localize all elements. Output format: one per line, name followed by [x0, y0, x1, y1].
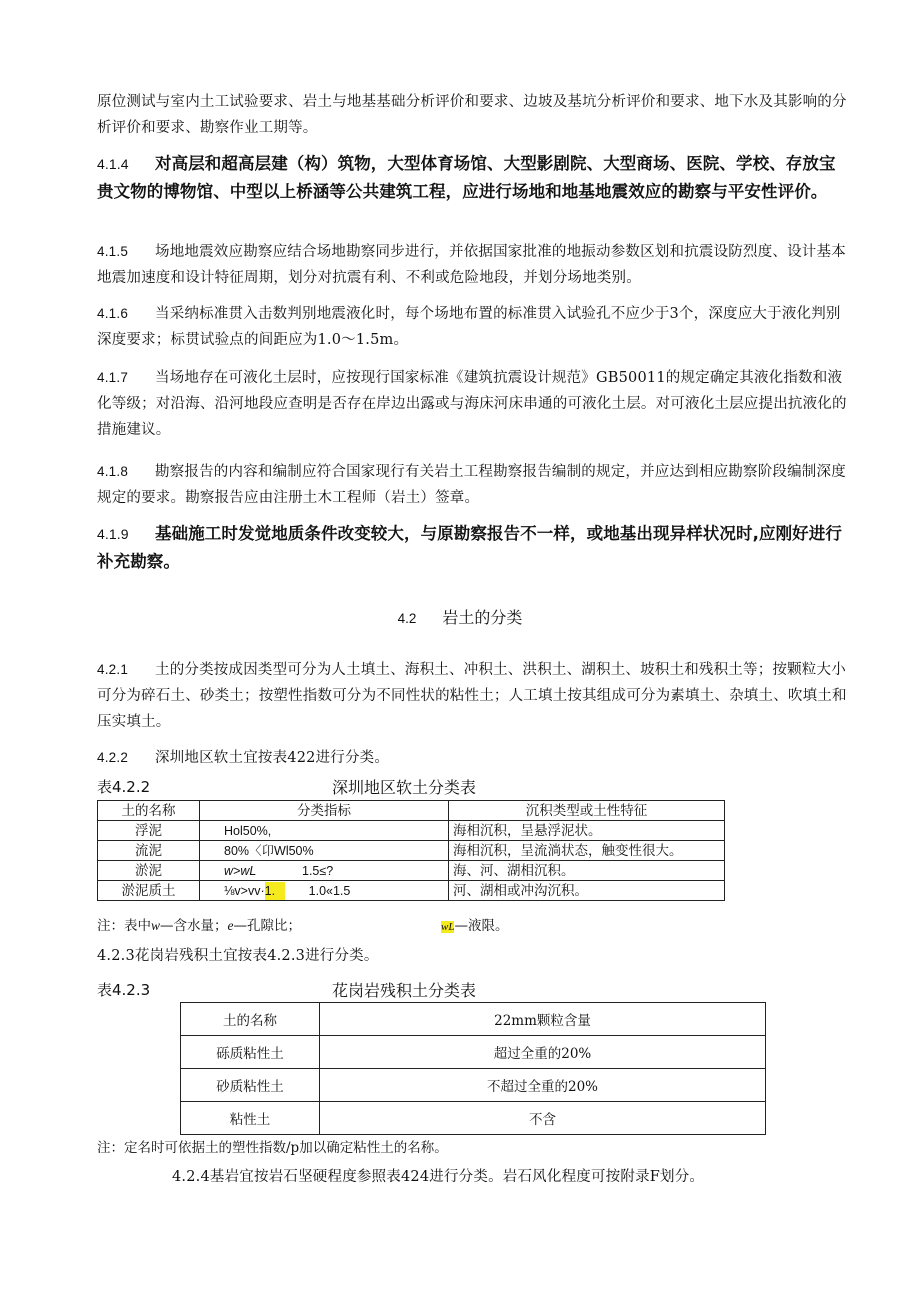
- note-symbol: e: [227, 918, 234, 933]
- clause-number: 4.1.7: [97, 370, 129, 385]
- feature-cell: 海相沉积，呈流淌状态，触变性很大。: [449, 841, 725, 861]
- clause-4-2-2: [97, 745, 849, 771]
- clause-4-1-4: [97, 150, 849, 205]
- table-label: 表4.2.3: [97, 981, 151, 999]
- section-title: 岩土的分类: [442, 608, 523, 627]
- clause-4-1-6: [97, 301, 849, 353]
- clause-4-1-7: [97, 365, 849, 443]
- content-cell: 超过全重的20%: [320, 1036, 766, 1069]
- table-header-row: [181, 1003, 766, 1036]
- soil-name-cell: 流泥: [98, 841, 200, 861]
- clause-4-2-3: [97, 943, 849, 969]
- index-formula: w>wL: [224, 863, 257, 878]
- clause-text: 基础施工时发觉地质条件改变较大，与原勘察报告不一样，或地基出现异样状况时,应刚好进行补充勘察。: [97, 524, 842, 571]
- table-row: [181, 1036, 766, 1069]
- clause-number: 4.1.8: [97, 464, 129, 479]
- clause-number: 4.2.1: [97, 662, 129, 677]
- clause-4-1-9: [97, 520, 849, 575]
- clause-text: 深圳地区软土宜按表422进行分类。: [155, 750, 390, 766]
- clause-text: 当采纳标准贯入击数判别地震液化时，每个场地布置的标准贯入试验孔不应少于3个，深度应大于液化判别深度要求；标贯试验点的间距应为1.0～1.5m。: [97, 306, 841, 348]
- table-row: [181, 1102, 766, 1135]
- table-note: [97, 914, 857, 934]
- table-title: 深圳地区软土分类表: [332, 778, 477, 797]
- soil-name-cell: 砾质粘性土: [181, 1036, 320, 1069]
- table-row: [98, 821, 725, 841]
- index-cell: [200, 861, 449, 881]
- clause-number: 4.1.4: [97, 156, 129, 172]
- clause-text: 对高层和超高层建（构）筑物，大型体育场馆、大型影剧院、大型商场、医院、学校、存放宝贵文物的博物馆、中型以上桥涵等公共建筑工程，应进行场地和地基地震效应的勘察与平安性评价。: [97, 154, 836, 201]
- note-text: 注：表中: [97, 918, 151, 934]
- granite-residual-soil-table: [180, 1002, 766, 1135]
- paragraph-text: 原位测试与室内土工试验要求、岩土与地基基础分析评价和要求、边坡及基坑分析评价和要求、地下水及其影响的分析评价和要求、勘察作业工期等。: [97, 94, 847, 136]
- clause-text: 4.2.3花岗岩残积土宜按表4.2.3进行分类。: [97, 948, 379, 964]
- note-text: —含水量；: [160, 918, 228, 934]
- table-row: [98, 861, 725, 881]
- header-cell: 分类指标: [200, 801, 449, 821]
- clause-4-2-1: [97, 657, 849, 735]
- clause-4-1-8: [97, 459, 849, 511]
- table-row: [181, 1069, 766, 1102]
- section-number: 4.2: [397, 611, 417, 626]
- clause-number: 4.1.5: [97, 244, 129, 259]
- note-text: —孔隙比；: [233, 918, 302, 934]
- clause-text: 当场地存在可液化土层时，应按现行国家标准《建筑抗震设计规范》GB50011的规定确定其液化指数和液化等级；对沿海、沿河地段应查明是否存在岸边出露或与海床河床串通的可液化土层。对可液化土层应提出抗液化的措施建议。: [97, 370, 847, 438]
- soil-name-cell: 淤泥: [98, 861, 200, 881]
- feature-cell: 河、湖相或冲沟沉积。: [449, 881, 725, 901]
- header-cell: 沉积类型或土性特征: [449, 801, 725, 821]
- note-text: —液限。: [454, 918, 509, 934]
- soil-name-cell: 砂质粘性土: [181, 1069, 320, 1102]
- clause-text: 勘察报告的内容和编制应符合国家现行有关岩土工程勘察报告编制的规定，并应达到相应勘察阶段编制深度规定的要求。勘察报告应由注册土木工程师（岩土）签章。: [97, 464, 846, 506]
- highlight-mark: 1.: [265, 882, 285, 900]
- clause-number: 4.1.6: [97, 306, 129, 321]
- table-row: [98, 841, 725, 861]
- soft-soil-table: [97, 800, 725, 901]
- header-cell: 土的名称: [98, 801, 200, 821]
- section-heading: [0, 605, 920, 628]
- index-cell: [200, 881, 449, 901]
- clause-text: 土的分类按成因类型可分为人土填土、海积土、冲积土、洪积土、湖积土、坡积土和残积土等；按颗粒大小可分为碎石土、砂类土；按塑性指数可分为不同性状的粘性土；人工填土按其组成可分为素填土、杂填土、吹填土和压实填土。: [97, 662, 847, 730]
- note-symbol: wL: [441, 921, 455, 933]
- index-formula: ⅛v>vv·: [224, 883, 265, 898]
- table-note: 注：定名时可依据土的塑性指数/p加以确定粘性土的名称。: [97, 1140, 448, 1156]
- note-symbol: w: [151, 918, 161, 933]
- content-cell: 不超过全重的20%: [320, 1069, 766, 1102]
- clause-text: 4.2.4基岩宜按岩石坚硬程度参照表424进行分类。岩石风化程度可按附录F划分。: [172, 1169, 705, 1185]
- feature-cell: 海、河、湖相沉积。: [449, 861, 725, 881]
- soil-name-cell: 粘性土: [181, 1102, 320, 1135]
- clause-number: 4.1.9: [97, 526, 129, 542]
- table-row: [98, 881, 725, 901]
- header-cell: 22mm颗粒含量: [320, 1003, 766, 1036]
- paragraph-continuation: [97, 89, 849, 141]
- index-range: 1.5≤?: [302, 863, 334, 878]
- table-label: 表4.2.2: [97, 778, 151, 796]
- clause-4-1-5: [97, 239, 849, 291]
- table-title: 花岗岩残积土分类表: [332, 981, 477, 1000]
- soil-name-cell: 浮泥: [98, 821, 200, 841]
- index-cell: Hol50%,: [200, 821, 449, 841]
- index-cell: 80%〈卬Wl50%: [200, 841, 449, 861]
- index-range: 1.0«1.5: [308, 883, 351, 898]
- clause-4-2-4: [172, 1164, 852, 1190]
- table-header-row: [98, 801, 725, 821]
- feature-cell: 海相沉积，呈悬浮泥状。: [449, 821, 725, 841]
- soil-name-cell: 淤泥质土: [98, 881, 200, 901]
- header-cell: 土的名称: [181, 1003, 320, 1036]
- clause-number: 4.2.2: [97, 750, 129, 765]
- clause-text: 场地地震效应勘察应结合场地勘察同步进行，并依据国家批准的地振动参数区划和抗震设防烈度、设计基本地震加速度和设计特征周期，划分对抗震有利、不利或危险地段，并划分场地类别。: [97, 244, 846, 286]
- content-cell: 不含: [320, 1102, 766, 1135]
